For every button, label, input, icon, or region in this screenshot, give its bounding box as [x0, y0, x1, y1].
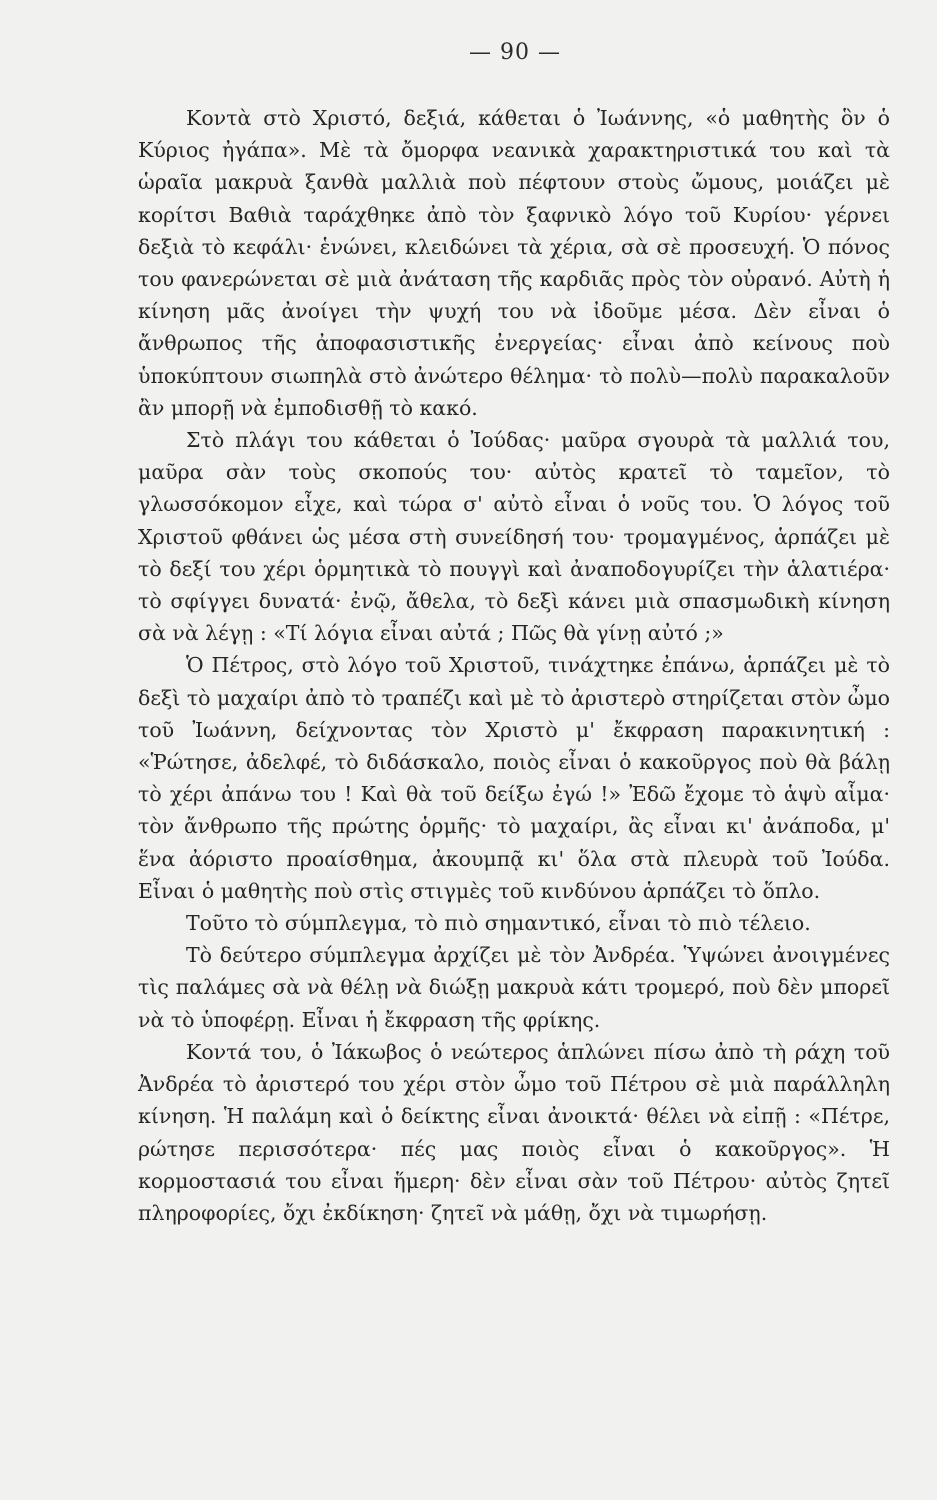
- paragraph-first-group-summary: Τοῦτο τὸ σύμπλεγμα, τὸ πιὸ σημαντικό, εἶναι τὸ πιὸ τέλειο.: [186, 911, 811, 936]
- paragraph-judas: Στὸ πλάγι του κάθεται ὁ Ἰούδας· μαῦρα σγουρὰ τὰ μαλλιά του, μαῦρα σὰν τοὺς σκοπούς του· αὐτὸς κρατεῖ τὸ ταμεῖον, τὸ γλωσσόκομον εἶχε, καὶ τώρα σ' αὐτὸ εἶναι ὁ νοῦς του. Ὁ λόγος τοῦ Χριστοῦ φθάνει ὡς μέσα στὴ συνείδησή του· τρομαγμένος, ἁρπάζει μὲ τὸ δεξί του χέρι ὁρμητικὰ τὸ πουγγὶ καὶ ἀναποδογυρίζει τὴν ἁλατιέρα· τὸ σφίγγει δυνατά· ἐνῷ, ἄθελα, τὸ δεξὶ κάνει μιὰ σπασμωδικὴ κίνηση σὰ νὰ λέγῃ : «Τί λόγια εἶναι αὐτά ; Πῶς θὰ γίνῃ αὐτό ;»: [138, 428, 890, 646]
- paragraph-james: Κοντά του, ὁ Ἰάκωβος ὁ νεώτερος ἁπλώνει πίσω ἀπὸ τὴ ράχη τοῦ Ἀνδρέα τὸ ἀριστερό του χέρι στὸν ὦμο τοῦ Πέτρου σὲ μιὰ παράλληλη κίνηση. Ἡ παλάμη καὶ ὁ δείκτης εἶναι ἀνοικτά· θέλει νὰ εἰπῇ : «Πέτρε, ρώτησε περισσότερα· πές μας ποιὸς εἶναι ὁ κακοῦργος». Ἡ κορμοστασιά του εἶναι ἥμερη· δὲν εἶναι σὰν τοῦ Πέτρου· αὐτὸς ζητεῖ πληροφορίες, ὄχι ἐκδίκηση· ζητεῖ νὰ μάθῃ, ὄχι νὰ τιμωρήσῃ.: [138, 1039, 890, 1225]
- body-text: [138, 102, 890, 1229]
- page-number: — 90 —: [469, 40, 561, 65]
- paragraph-andrew: Τὸ δεύτερο σύμπλεγμα ἀρχίζει μὲ τὸν Ἀνδρέα. Ὑψώνει ἀνοιγμένες τὶς παλάμες σὰ νὰ θέλῃ νὰ διώξῃ μακρυὰ κάτι τρομερό, ποὺ δὲν μπορεῖ νὰ τὸ ὑποφέρῃ. Εἶναι ἡ ἔκφραση τῆς φρίκης.: [138, 943, 890, 1032]
- paragraph-peter: Ὁ Πέτρος, στὸ λόγο τοῦ Χριστοῦ, τινάχτηκε ἐπάνω, ἁρπάζει μὲ τὸ δεξὶ τὸ μαχαίρι ἀπὸ τὸ τραπέζι καὶ μὲ τὸ ἀριστερὸ στηρίζεται στὸν ὦμο τοῦ Ἰωάννη, δείχνοντας τὸν Χριστὸ μ' ἔκφραση παρακινητική : «Ῥώτησε, ἀδελφέ, τὸ διδάσκαλο, ποιὸς εἶναι ὁ κακοῦργος ποὺ θὰ βάλῃ τὸ χέρι ἀπάνω του ! Καὶ θὰ τοῦ δείξω ἐγώ !» Ἐδῶ ἔχομε τὸ ἁψὺ αἷμα· τὸν ἄνθρωπο τῆς πρώτης ὁρμῆς· τὸ μαχαίρι, ἂς εἶναι κι' ἀνάποδα, μ' ἕνα ἀόριστο προαίσθημα, ἀκουμπᾷ κι' ὅλα στὰ πλευρὰ τοῦ Ἰούδα. Εἶναι ὁ μαθητὴς ποὺ στὶς στιγμὲς τοῦ κινδύνου ἁρπάζει τὸ ὅπλο.: [138, 653, 890, 903]
- paragraph-john: Κοντὰ στὸ Χριστό, δεξιά, κάθεται ὁ Ἰωάννης, «ὁ μαθητὴς ὃν ὁ Κύριος ἠγάπα». Μὲ τὰ ὄμορφα νεανικὰ χαρακτηριστικά του καὶ τὰ ὡραῖα μακρυὰ ξανθὰ μαλλιὰ ποὺ πέφτουν στοὺς ὤμους, μοιάζει μὲ κορίτσι Βαθιὰ ταράχθηκε ἀπὸ τὸν ξαφνικὸ λόγο τοῦ Κυρίου· γέρνει δεξιὰ τὸ κεφάλι· ἑνώνει, κλειδώνει τὰ χέρια, σὰ σὲ προσευχή. Ὁ πόνος του φανερώνεται σὲ μιὰ ἀνάταση τῆς καρδιᾶς πρὸς τὸν οὐρανό. Αὐτὴ ἡ κίνηση μᾶς ἀνοίγει τὴν ψυχή του νὰ ἰδοῦμε μέσα. Δὲν εἶναι ὁ ἄνθρωπος τῆς ἀποφασιστικῆς ἐνεργείας· εἶναι ἀπὸ κείνους ποὺ ὑποκύπτουν σιωπηλὰ στὸ ἀνώτερο θέλημα· τὸ πολὺ—πολὺ παρακαλοῦν ἂν μπορῇ νὰ ἐμποδισθῇ τὸ κακό.: [138, 106, 890, 420]
